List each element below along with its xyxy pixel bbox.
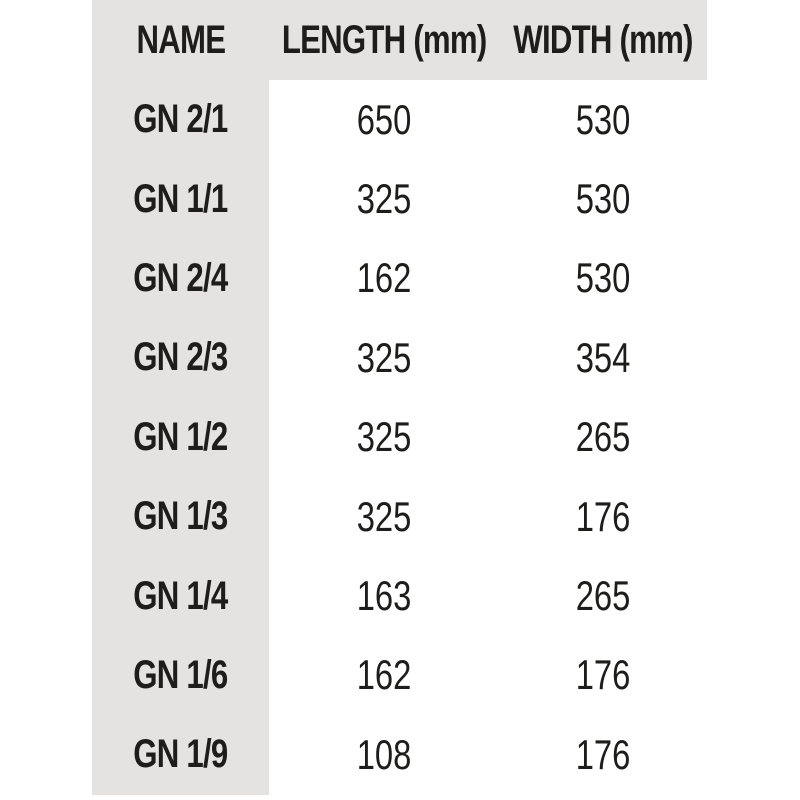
column-header-width: WIDTH (mm) [513, 17, 693, 62]
row-length-value: 325 [356, 333, 412, 381]
row-width-value: 530 [575, 254, 631, 302]
dimensions-table [92, 0, 707, 795]
row-width-value: 176 [575, 492, 631, 540]
row-length-value: 325 [356, 413, 412, 461]
row-length-value: 650 [356, 95, 412, 143]
row-width-value: 265 [575, 413, 631, 461]
row-name: GN 1/1 [133, 176, 228, 221]
row-length-value: 162 [356, 254, 412, 302]
row-name: GN 1/9 [133, 732, 228, 777]
row-width-value: 354 [575, 333, 631, 381]
row-name: GN 2/3 [133, 335, 228, 380]
row-length-value: 108 [356, 730, 412, 778]
row-name: GN 1/4 [133, 573, 228, 618]
row-length-value: 325 [356, 175, 412, 223]
row-name: GN 1/2 [133, 414, 228, 459]
row-width-value: 265 [575, 572, 631, 620]
row-length-value: 325 [356, 492, 412, 540]
row-length-value: 163 [356, 572, 412, 620]
row-width-value: 176 [575, 730, 631, 778]
row-length-value: 162 [356, 651, 412, 699]
row-name: GN 1/3 [133, 494, 228, 539]
row-width-value: 530 [575, 175, 631, 223]
row-name: GN 1/6 [133, 652, 228, 697]
row-name: GN 2/1 [133, 97, 228, 142]
row-width-value: 176 [575, 651, 631, 699]
row-name: GN 2/4 [133, 255, 228, 300]
column-header-length: LENGTH (mm) [281, 17, 487, 62]
column-header-name: NAME [136, 17, 225, 62]
row-width-value: 530 [575, 95, 631, 143]
